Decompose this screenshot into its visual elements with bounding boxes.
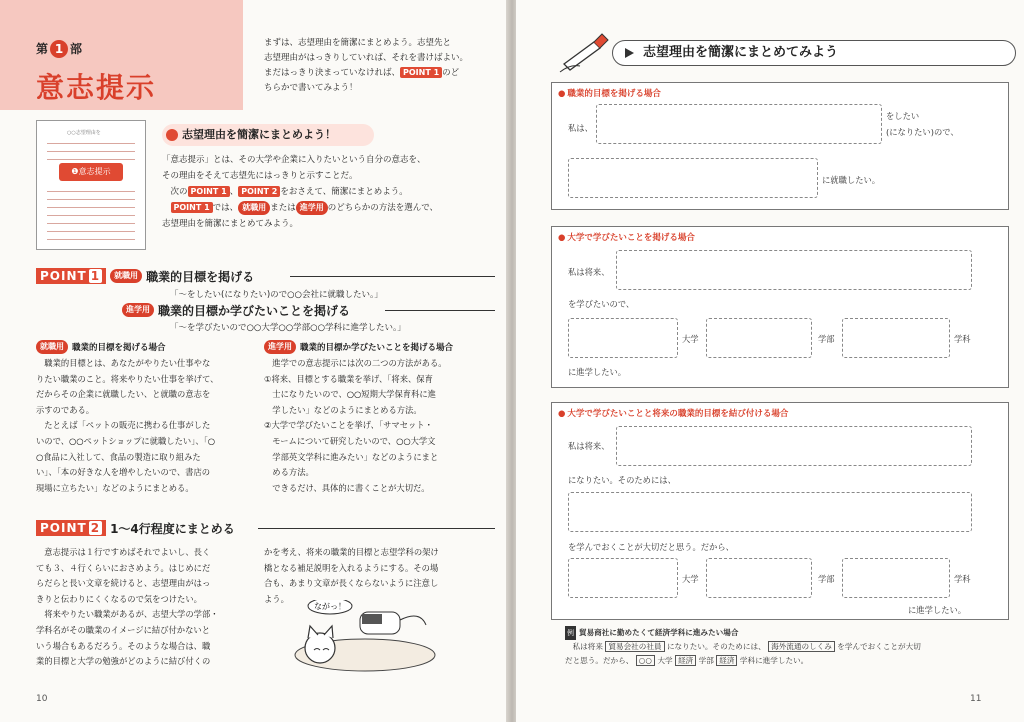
example-block bbox=[565, 626, 995, 668]
label-watashi: 私は、 bbox=[568, 123, 593, 133]
example-text: になりたい。そのためには、 bbox=[666, 642, 766, 651]
body-line: かを考え、将来の職業的目標と志望学科の架け bbox=[264, 547, 439, 557]
label-manabitai: を学びたいので、 bbox=[568, 299, 635, 309]
point-label: POINT bbox=[40, 269, 87, 283]
summary-span: 次の bbox=[170, 187, 188, 197]
example-filled: 経済 bbox=[675, 655, 696, 666]
body-line: りたい職業のこと。将来やりたい仕事を挙げて、 bbox=[36, 373, 219, 384]
summary-span: または bbox=[270, 203, 296, 213]
example-heading bbox=[565, 626, 995, 640]
thumbnail-line bbox=[47, 223, 135, 224]
example-filled: 経済 bbox=[716, 655, 737, 666]
label-shushoku: に就職したい。 bbox=[822, 175, 881, 185]
label-shingaku: に進学したい。 bbox=[568, 367, 627, 377]
point1-badge bbox=[36, 268, 106, 284]
thumbnail-line bbox=[47, 215, 135, 216]
summary-line bbox=[162, 200, 492, 216]
intro-line: ちらかで書いてみよう！ bbox=[264, 83, 358, 93]
job-tag: 就職用 bbox=[238, 201, 270, 215]
body-line: ②大学で学びたいことを挙げ、「サマセット・ bbox=[264, 420, 433, 431]
label-gakka: 学科 bbox=[954, 334, 971, 344]
col2-body bbox=[264, 356, 499, 496]
label-daigaku: 大学 bbox=[682, 334, 699, 344]
body-line: 橋となる補足説明を入れるようにする。その場 bbox=[264, 562, 439, 573]
intro-text bbox=[264, 36, 496, 96]
divider bbox=[290, 276, 495, 277]
body-line: いう場合もあるだろう。そのような場合は、職 bbox=[36, 640, 211, 651]
thumbnail-line bbox=[47, 231, 135, 232]
example-filled: 海外流通のしくみ bbox=[768, 641, 835, 652]
job-quote: 「～をしたい(になりたい)ので○○会社に就職したい。」 bbox=[170, 290, 383, 300]
school-quote: 「～を学びたいので○○大学○○学部○○学科に進学したい。」 bbox=[170, 323, 406, 333]
point2-badge bbox=[36, 520, 106, 536]
divider bbox=[385, 310, 495, 311]
body-line: 現場に立ちたい」などのようにまとめる。 bbox=[36, 482, 194, 493]
summary-line: 「意志提示」とは、その大学や企業に入りたいという自分の意志を、 bbox=[162, 155, 426, 165]
thumbnail-line bbox=[47, 191, 135, 192]
col1-title: 職業的目標を掲げる場合 bbox=[72, 343, 166, 353]
summary-span: では、 bbox=[212, 203, 239, 213]
intro-line: まずは、志望理由を簡潔にまとめよう。志望先と bbox=[264, 38, 452, 48]
example-text: を学んでおくことが大切 bbox=[837, 642, 921, 651]
example-text: 学科に進学したい。 bbox=[739, 656, 809, 665]
label-shingaku: に進学したい。 bbox=[908, 605, 967, 615]
body-line: できるだけ、具体的に書くことが大切だ。 bbox=[264, 482, 430, 493]
body-line: 進学での意志提示には次の二つの方法がある。 bbox=[264, 358, 447, 368]
point1-pill: POINT 1 bbox=[171, 202, 213, 213]
example-text: だと思う。だから、 bbox=[565, 656, 634, 665]
university-input[interactable] bbox=[568, 558, 678, 598]
point-number: 1 bbox=[90, 269, 101, 283]
department-input[interactable] bbox=[842, 318, 950, 358]
example-line bbox=[565, 640, 995, 654]
company-input[interactable] bbox=[568, 158, 818, 198]
thumbnail-line bbox=[47, 151, 135, 152]
body-line: いので、○○ペットショップに就職したい」、「○ bbox=[36, 435, 216, 446]
body-line: 業的目標と大学の勉強がどのように結び付くの bbox=[36, 656, 211, 667]
intro-line: 志望理由がはっきりしていれば、それを書けばよい。 bbox=[264, 53, 469, 63]
university-input[interactable] bbox=[568, 318, 678, 358]
part-header bbox=[0, 0, 243, 110]
job-tag: 就職用 bbox=[110, 269, 142, 283]
label-naritai: (になりたい)ので、 bbox=[886, 127, 959, 137]
school-tag: 進学用 bbox=[264, 340, 296, 354]
intro-text-span: まだはっきり決まっていなければ、 bbox=[264, 68, 401, 78]
thumbnail-line bbox=[47, 239, 135, 240]
col1-heading bbox=[36, 340, 166, 354]
thumbnail-line bbox=[47, 159, 135, 160]
point1-pill: POINT 1 bbox=[188, 186, 230, 197]
body-line: 示すのである。 bbox=[36, 404, 95, 415]
cat-speech: ながっ！ bbox=[314, 602, 346, 611]
col2-title: 職業的目標か学びたいことを掲げる場合 bbox=[300, 343, 454, 353]
faculty-input[interactable] bbox=[706, 318, 812, 358]
label-naritai: になりたい。そのためには、 bbox=[568, 475, 676, 485]
intro-text-span: のど bbox=[442, 68, 460, 78]
job-tag: 就職用 bbox=[36, 340, 68, 354]
summary-body bbox=[162, 152, 492, 232]
faculty-input[interactable] bbox=[706, 558, 812, 598]
point2-title: 1～4行程度にまとめる bbox=[110, 521, 235, 536]
body-line: 職業的目標とは、あなたがやりたい仕事やな bbox=[36, 358, 211, 368]
worksheet-title: 志望理由を簡潔にまとめてみよう bbox=[612, 40, 1016, 66]
divider bbox=[258, 528, 495, 529]
body-line: モームについて研究したいので、○○大学文 bbox=[264, 435, 436, 446]
col1-body bbox=[36, 356, 254, 496]
example-line bbox=[565, 654, 995, 668]
body-line: ○食品に入社して、食品の製造に取り組みた bbox=[36, 451, 201, 462]
col4-body bbox=[264, 545, 499, 607]
summary-line bbox=[162, 184, 492, 200]
label-gakka: 学科 bbox=[954, 574, 971, 584]
body-line: 士になりたいので、○○短期大学保育科に進 bbox=[264, 389, 436, 400]
example-filled: 貿易会社の社員 bbox=[605, 641, 664, 652]
thumbnail-line bbox=[47, 207, 135, 208]
body-line: たとえば「ペットの販売に携わる仕事がした bbox=[36, 420, 211, 431]
body-line: よう。 bbox=[264, 593, 289, 604]
point1-title-school: 職業的目標か学びたいことを掲げる bbox=[158, 303, 351, 318]
point-number: 2 bbox=[90, 521, 101, 535]
point1-subheading bbox=[122, 300, 350, 320]
school-tag: 進学用 bbox=[296, 201, 328, 215]
summary-span: 、 bbox=[229, 187, 239, 197]
body-line: ①将来、目標とする職業を挙げ、「将来、保育 bbox=[264, 373, 433, 384]
study-topic-input[interactable] bbox=[568, 492, 972, 532]
label-manabu: を学んでおくことが大切だと思う。だから、 bbox=[568, 542, 734, 552]
department-input[interactable] bbox=[842, 558, 950, 598]
future-job-input[interactable] bbox=[616, 426, 972, 466]
body-line: らだらと長い文章を続けると、志望理由がはっ bbox=[36, 578, 211, 589]
intro-line bbox=[264, 66, 496, 81]
col2-heading bbox=[264, 340, 453, 354]
label-gakubu: 学部 bbox=[818, 574, 835, 584]
point2-heading bbox=[36, 518, 235, 538]
body-line: 将来やりたい職業があるが、志望大学の学部・ bbox=[36, 609, 219, 620]
summary-heading: 志望理由を簡潔にまとめよう！ bbox=[162, 124, 374, 146]
body-line: 学科名がその職業のイメージに結び付かないと bbox=[36, 624, 210, 635]
page-thumbnail bbox=[36, 120, 146, 250]
body-line: 学したい」などのようにまとめる方法。 bbox=[264, 404, 422, 415]
body-line: だからその企業に就職したい、と就職の意志を bbox=[36, 389, 211, 400]
section2-heading: ● 大学で学びたいことを掲げる場合 bbox=[558, 231, 695, 243]
part-prefix: 第 bbox=[36, 42, 49, 56]
example-text: 学部 bbox=[698, 656, 714, 665]
thumbnail-badge: ❶意志提示 bbox=[59, 163, 123, 181]
pen-writing-icon bbox=[556, 24, 616, 74]
label-shourai: 私は将来、 bbox=[568, 267, 610, 277]
label-shourai: 私は将来、 bbox=[568, 441, 610, 451]
summary-line: その理由をそえて志望先にはっきりと示すことだ。 bbox=[162, 171, 358, 181]
summary-span: をおさえて、簡潔にまとめよう。 bbox=[280, 187, 408, 197]
body-line: い」、「本の好きな人を増やしたいので、書店の bbox=[36, 467, 211, 478]
study-topic-input[interactable] bbox=[616, 250, 972, 290]
label-daigaku: 大学 bbox=[682, 574, 699, 584]
body-line: 学部英文学科に進みたい」などのようにまと bbox=[264, 451, 439, 462]
point-label: POINT bbox=[40, 521, 87, 535]
label-gakubu: 学部 bbox=[818, 334, 835, 344]
cat-illustration bbox=[290, 600, 440, 680]
left-page bbox=[0, 0, 508, 722]
thumbnail-line bbox=[47, 143, 135, 144]
body-line: 合も、あまり文章が長くならないように注意し bbox=[264, 578, 439, 589]
example-text: 大学 bbox=[657, 656, 673, 665]
part-number: 1 bbox=[50, 40, 68, 58]
thumbnail-line bbox=[47, 199, 135, 200]
summary-span: のどちらかの方法を選んで、 bbox=[327, 203, 439, 213]
point1-heading bbox=[36, 266, 254, 286]
example-title: 貿易商社に勤めたくて経済学科に進みたい場合 bbox=[579, 628, 739, 637]
chapter-title: 意志提示 bbox=[36, 71, 157, 104]
example-tag: 例 bbox=[565, 626, 576, 640]
part-suffix: 部 bbox=[70, 42, 83, 56]
thumbnail-title: ○○志望理由を bbox=[67, 130, 101, 136]
point1-title-job: 職業的目標を掲げる bbox=[146, 269, 255, 284]
part-label bbox=[36, 40, 82, 58]
page-number: 11 bbox=[970, 694, 982, 704]
point2-pill: POINT 2 bbox=[238, 186, 280, 197]
body-line: ても３、４行くらいにおさめよう。はじめにだ bbox=[36, 562, 211, 573]
section1-heading: ● 職業的目標を掲げる場合 bbox=[558, 87, 661, 99]
example-filled: ○○ bbox=[636, 655, 655, 666]
body-line: きりと伝わりにくくなるので気をつけたい。 bbox=[36, 593, 202, 604]
point1-pill: POINT 1 bbox=[400, 67, 442, 78]
summary-line: 志望理由を簡潔にまとめてみよう。 bbox=[162, 219, 299, 229]
body-line: 意志提示は１行ですめばそれでよいし、長く bbox=[36, 547, 211, 557]
school-tag: 進学用 bbox=[122, 303, 154, 317]
label-shitai: をしたい bbox=[886, 111, 920, 121]
page-number: 10 bbox=[36, 694, 48, 704]
col3-body bbox=[36, 545, 254, 670]
body-line: める方法。 bbox=[264, 467, 314, 478]
job-goal-input[interactable] bbox=[596, 104, 882, 144]
section3-heading: ● 大学で学びたいことと将来の職業的目標を結び付ける場合 bbox=[558, 407, 788, 419]
example-text: 私は将来 bbox=[572, 642, 603, 651]
